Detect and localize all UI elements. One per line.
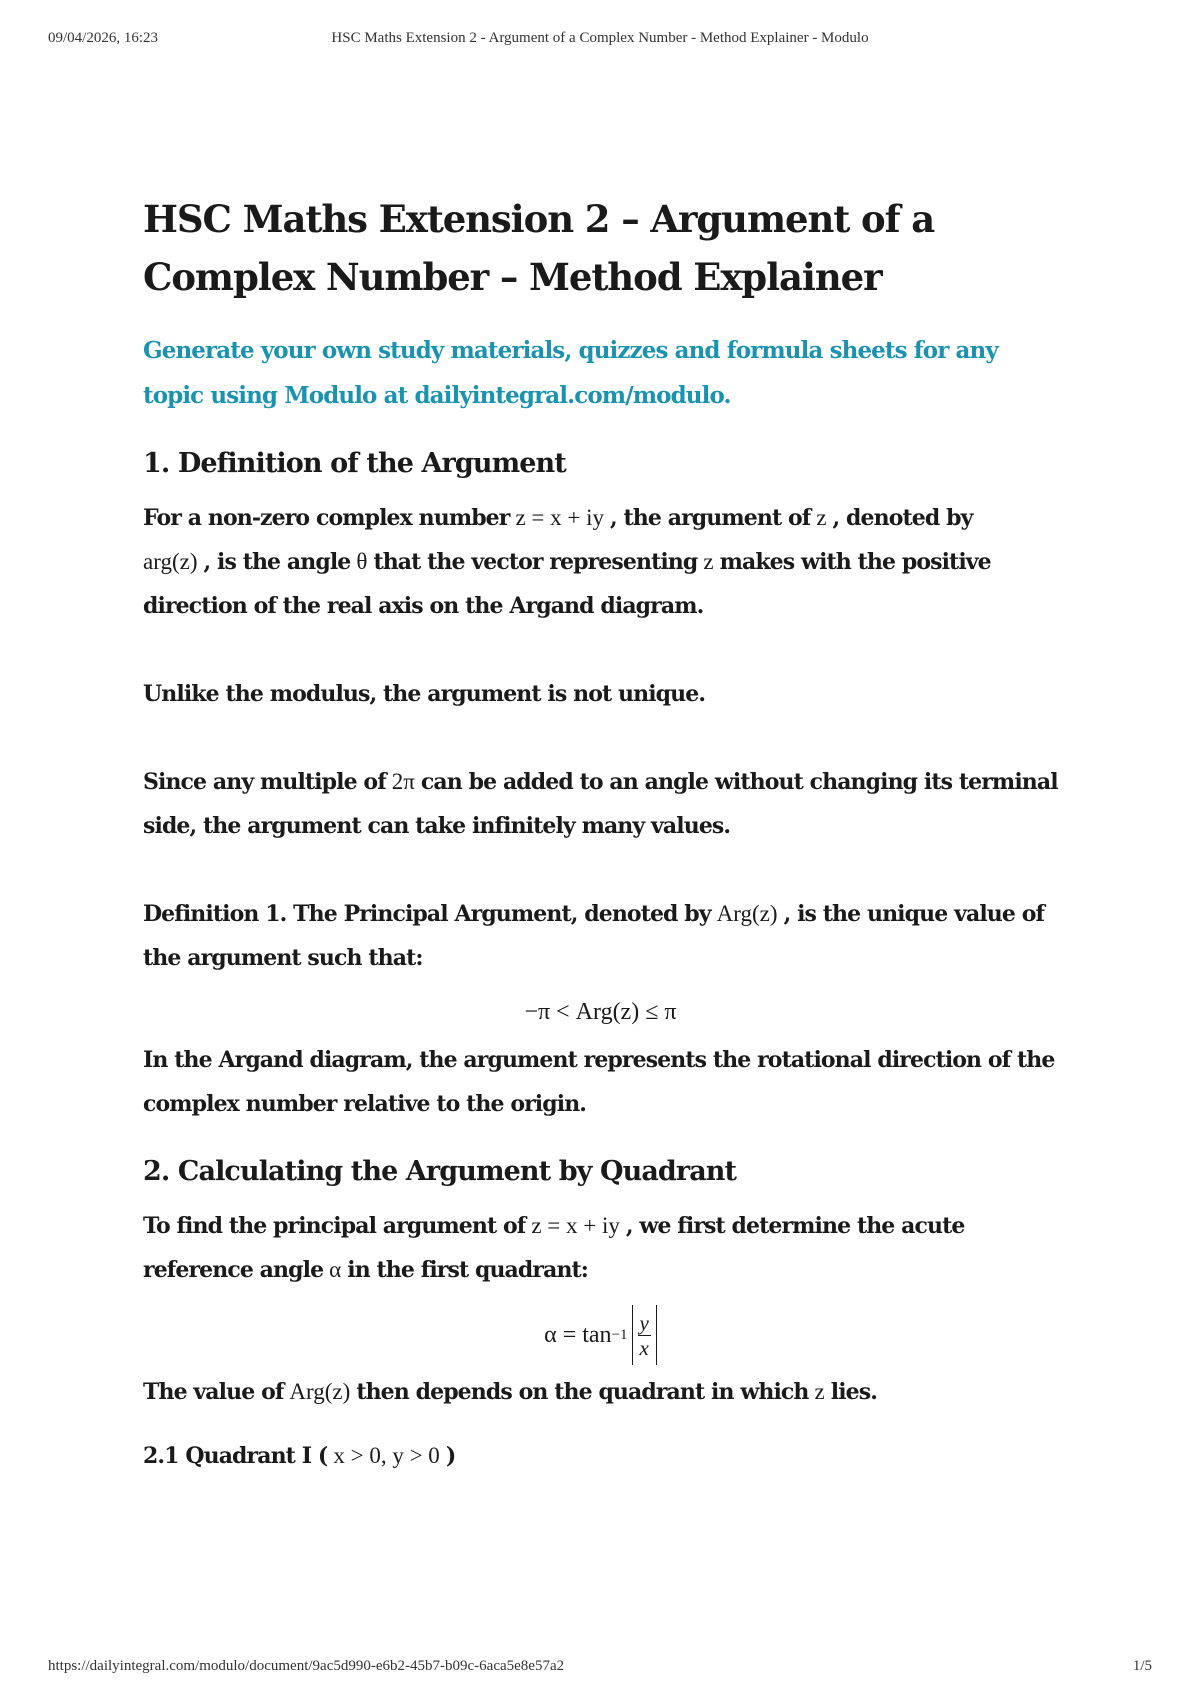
- print-header: [0, 30, 1200, 50]
- text-run: can be added to an angle without changing its terminal side, the argument can take infinitely many values.: [143, 769, 1058, 839]
- math-inline: θ: [356, 549, 368, 574]
- article-content: [143, 190, 1058, 1480]
- text-run: The value of: [143, 1379, 284, 1405]
- promo-end: .: [723, 382, 731, 409]
- formula-exponent: −1: [611, 1326, 628, 1343]
- reference-angle-paragraph: [143, 1204, 1058, 1292]
- math-inline: z: [816, 505, 827, 530]
- text-run: , we first determine the acute reference angle: [143, 1213, 965, 1283]
- article-title: HSC Maths Extension 2 – Argument of a Complex Number – Method Explainer: [143, 197, 935, 299]
- math-inline: z: [814, 1379, 825, 1404]
- formula-lhs: α = tan: [544, 1321, 612, 1348]
- definition-paragraph: [143, 496, 1058, 628]
- text-run: then depends on the quadrant in which: [356, 1379, 809, 1405]
- math-inline: z = x + iy: [531, 1213, 620, 1238]
- multiples-paragraph: [143, 760, 1058, 848]
- argand-paragraph: In the Argand diagram, the argument represents the rotational direction of the complex number relative to the origin.: [143, 1047, 1055, 1117]
- math-inline: 2π: [391, 769, 415, 794]
- math-inline: z = x + iy: [515, 505, 605, 530]
- fraction: [638, 1311, 651, 1360]
- text-run: , denoted by: [832, 505, 973, 531]
- text-run: that the vector representing: [373, 549, 698, 575]
- text-run: , is the angle: [203, 549, 351, 575]
- promo-banner: [143, 328, 1058, 418]
- text-run: Since any multiple of: [143, 769, 386, 795]
- text-run: The Principal Argument, denoted by: [293, 901, 711, 927]
- text-run: To find the principal argument of: [143, 1213, 526, 1239]
- reference-angle-formula: [143, 1300, 1058, 1370]
- text-run: , the argument of: [610, 505, 811, 531]
- fraction-denominator: x: [639, 1335, 649, 1360]
- text-run: makes with the positive direction of the real axis on the Argand diagram.: [143, 549, 991, 619]
- print-url: https://dailyintegral.com/modulo/document/9ac5d990-e6b2-45b7-b09c-6aca5e8e57a2: [48, 1658, 565, 1674]
- promo-text: Generate your own study materials, quizzes and formula sheets for any topic using Modulo at: [143, 337, 998, 409]
- math-inline: α: [329, 1257, 342, 1282]
- math-inline: x > 0, y > 0: [333, 1443, 440, 1468]
- subsection-heading-quadrant-1: [143, 1432, 1058, 1480]
- promo-link[interactable]: dailyintegral.com/modulo: [414, 382, 724, 409]
- text-run: , is the unique value of the argument such that:: [143, 901, 1045, 971]
- uniqueness-paragraph: Unlike the modulus, the argument is not unique.: [143, 681, 706, 707]
- math-inline: z: [703, 549, 714, 574]
- section-heading-definition: 1. Definition of the Argument: [143, 448, 566, 479]
- page-number: 1/5: [1132, 1658, 1152, 1674]
- math-inline: Arg(z): [716, 901, 778, 926]
- text-run: in the first quadrant:: [347, 1257, 589, 1283]
- text-run: lies.: [830, 1379, 878, 1405]
- principal-range-equation: −π < Arg(z) ≤ π: [524, 999, 677, 1025]
- principal-argument-definition: [143, 892, 1058, 980]
- section-heading-quadrant: 2. Calculating the Argument by Quadrant: [143, 1156, 737, 1187]
- absolute-value-bars: [632, 1305, 657, 1365]
- math-inline: arg(z): [143, 549, 198, 574]
- quadrant-dependence-paragraph: [143, 1370, 1058, 1414]
- text-run: For a non-zero complex number: [143, 505, 510, 531]
- fraction-numerator: y: [639, 1310, 649, 1335]
- print-datetime: 09/04/2026, 16:23: [48, 30, 159, 46]
- print-page-title: HSC Maths Extension 2 - Argument of a Complex Number - Method Explainer - Modulo: [331, 30, 869, 46]
- print-footer: [0, 1658, 1200, 1678]
- definition-label: Definition 1.: [143, 901, 287, 927]
- text-run: 2.1 Quadrant I (: [143, 1443, 328, 1469]
- math-inline: Arg(z): [289, 1379, 351, 1404]
- text-run: ): [445, 1443, 456, 1469]
